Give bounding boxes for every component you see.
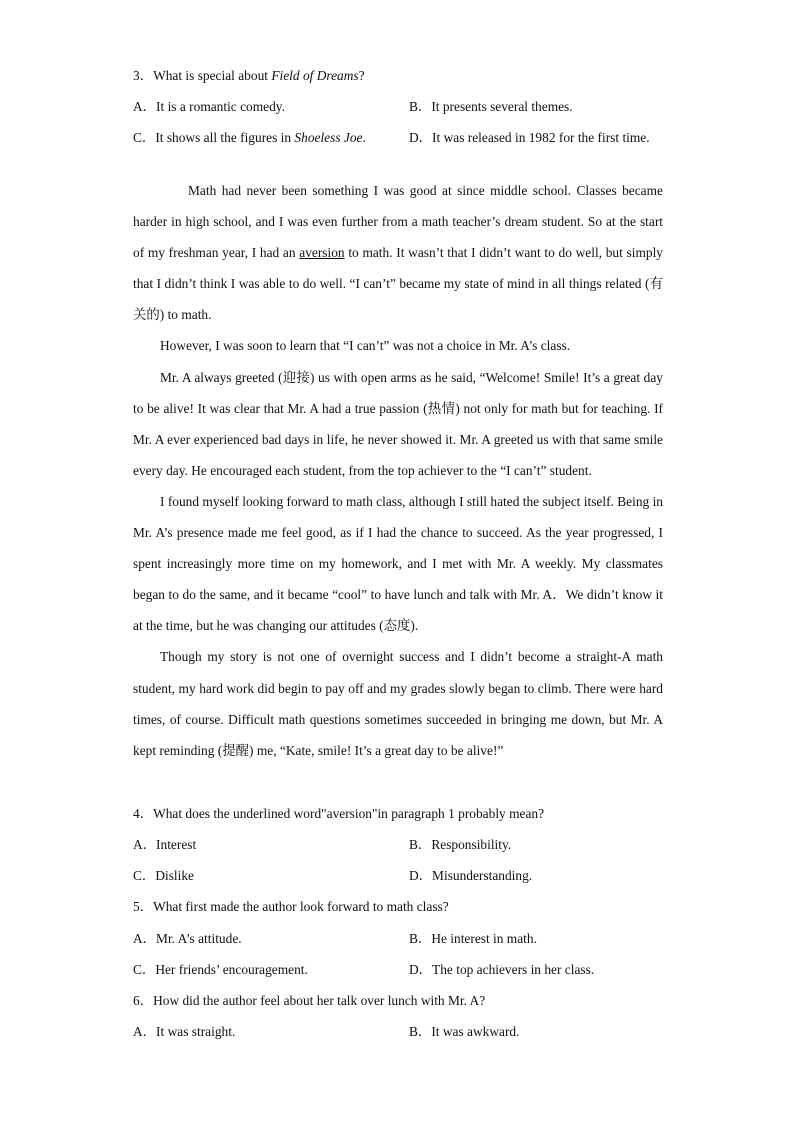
question-6-option-b: B．It was awkward. xyxy=(409,1024,520,1039)
question-5-option-d: D．The top achievers in her class. xyxy=(409,962,595,977)
question-3-option-c-suffix: . xyxy=(362,130,366,145)
reading-passage xyxy=(133,175,663,766)
passage-paragraph-1-part-b: to math. It wasn’t that I didn’t want to do well, but simply that I didn’t think I was able to do well. “I can’t” became my state of mind in all things related (有关的) to math. xyxy=(133,245,663,323)
question-4-option-c: C．Dislike xyxy=(133,868,195,883)
underlined-word: aversion xyxy=(299,245,345,261)
question-4-option-b: B．Responsibility. xyxy=(409,837,512,852)
question-4-option-a: A．Interest xyxy=(133,837,197,852)
passage-paragraph-4: I found myself looking forward to math class, although I still hated the subject itself. Being in Mr. A’s presence made me feel good, as if I had the chance to succeed. As the year progressed, I spent increasingly more time on my homework, and I met with Mr. A weekly. My classmates began to do the same, and it became “cool” to have lunch and talk with Mr. A．We didn’t know it at the time, but he was changing our attitudes (态度). xyxy=(133,493,663,634)
question-4-stem: 4．What does the underlined word"aversion"in paragraph 1 probably mean? xyxy=(133,806,545,821)
question-3-stem-suffix: ? xyxy=(358,68,365,83)
question-5-stem: 5．What first made the author look forward to math class? xyxy=(133,899,449,914)
question-3-option-d: D．It was released in 1982 for the first time. xyxy=(409,130,650,145)
question-3-stem-prefix: 3．What is special about xyxy=(133,68,272,83)
question-6-option-a: A．It was straight. xyxy=(133,1024,236,1039)
question-3-stem-title: Field of Dreams xyxy=(271,68,359,83)
passage-paragraph-2: However, I was soon to learn that “I can’t” was not a choice in Mr. A’s class. xyxy=(160,338,571,354)
passage-paragraph-3: Mr. A always greeted (迎接) us with open arms as he said, “Welcome! Smile! It’s a great day to be alive! It was clear that Mr. A had a true passion (热情) not only for math but for teaching. If Mr. A ever experienced bad days in life, he never showed it. Mr. A greeted us with that same smile every day. He encouraged each student, from the top achiever to the “I can’t” student. xyxy=(133,369,663,478)
passage-paragraph-1 xyxy=(133,175,663,330)
question-5-option-c: C．Her friends’ encouragement. xyxy=(133,962,308,977)
question-4-option-d: D．Misunderstanding. xyxy=(409,868,533,883)
question-6-stem: 6．How did the author feel about her talk over lunch with Mr. A? xyxy=(133,993,486,1008)
passage-paragraph-1-part-a: Math had never been something I was good at since middle school. Classes became harder in high school, and I was even further from a math teacher’s dream student. So at the start of my freshman year, I had an xyxy=(133,183,663,261)
question-5-option-b: B．He interest in math. xyxy=(409,931,537,946)
question-3-option-c-title: Shoeless Joe xyxy=(294,130,363,145)
question-3-option-c xyxy=(133,130,366,146)
question-3-option-c-prefix: C．It shows all the figures in xyxy=(133,130,295,145)
question-3-option-b: B．It presents several themes. xyxy=(409,99,573,114)
question-5-option-a: A．Mr. A’s attitude. xyxy=(133,931,242,946)
passage-paragraph-5: Though my story is not one of overnight success and I didn’t become a straight-A math student, my hard work did begin to pay off and my grades slowly began to climb. There were hard times, of course. Difficult math questions sometimes succeeded in bringing me down, but Mr. A kept reminding (提醒) me, “Kate, smile! It’s a great day to be alive!” xyxy=(133,649,663,758)
question-3-option-a: A．It is a romantic comedy. xyxy=(133,99,285,114)
question-3-stem xyxy=(133,68,365,84)
